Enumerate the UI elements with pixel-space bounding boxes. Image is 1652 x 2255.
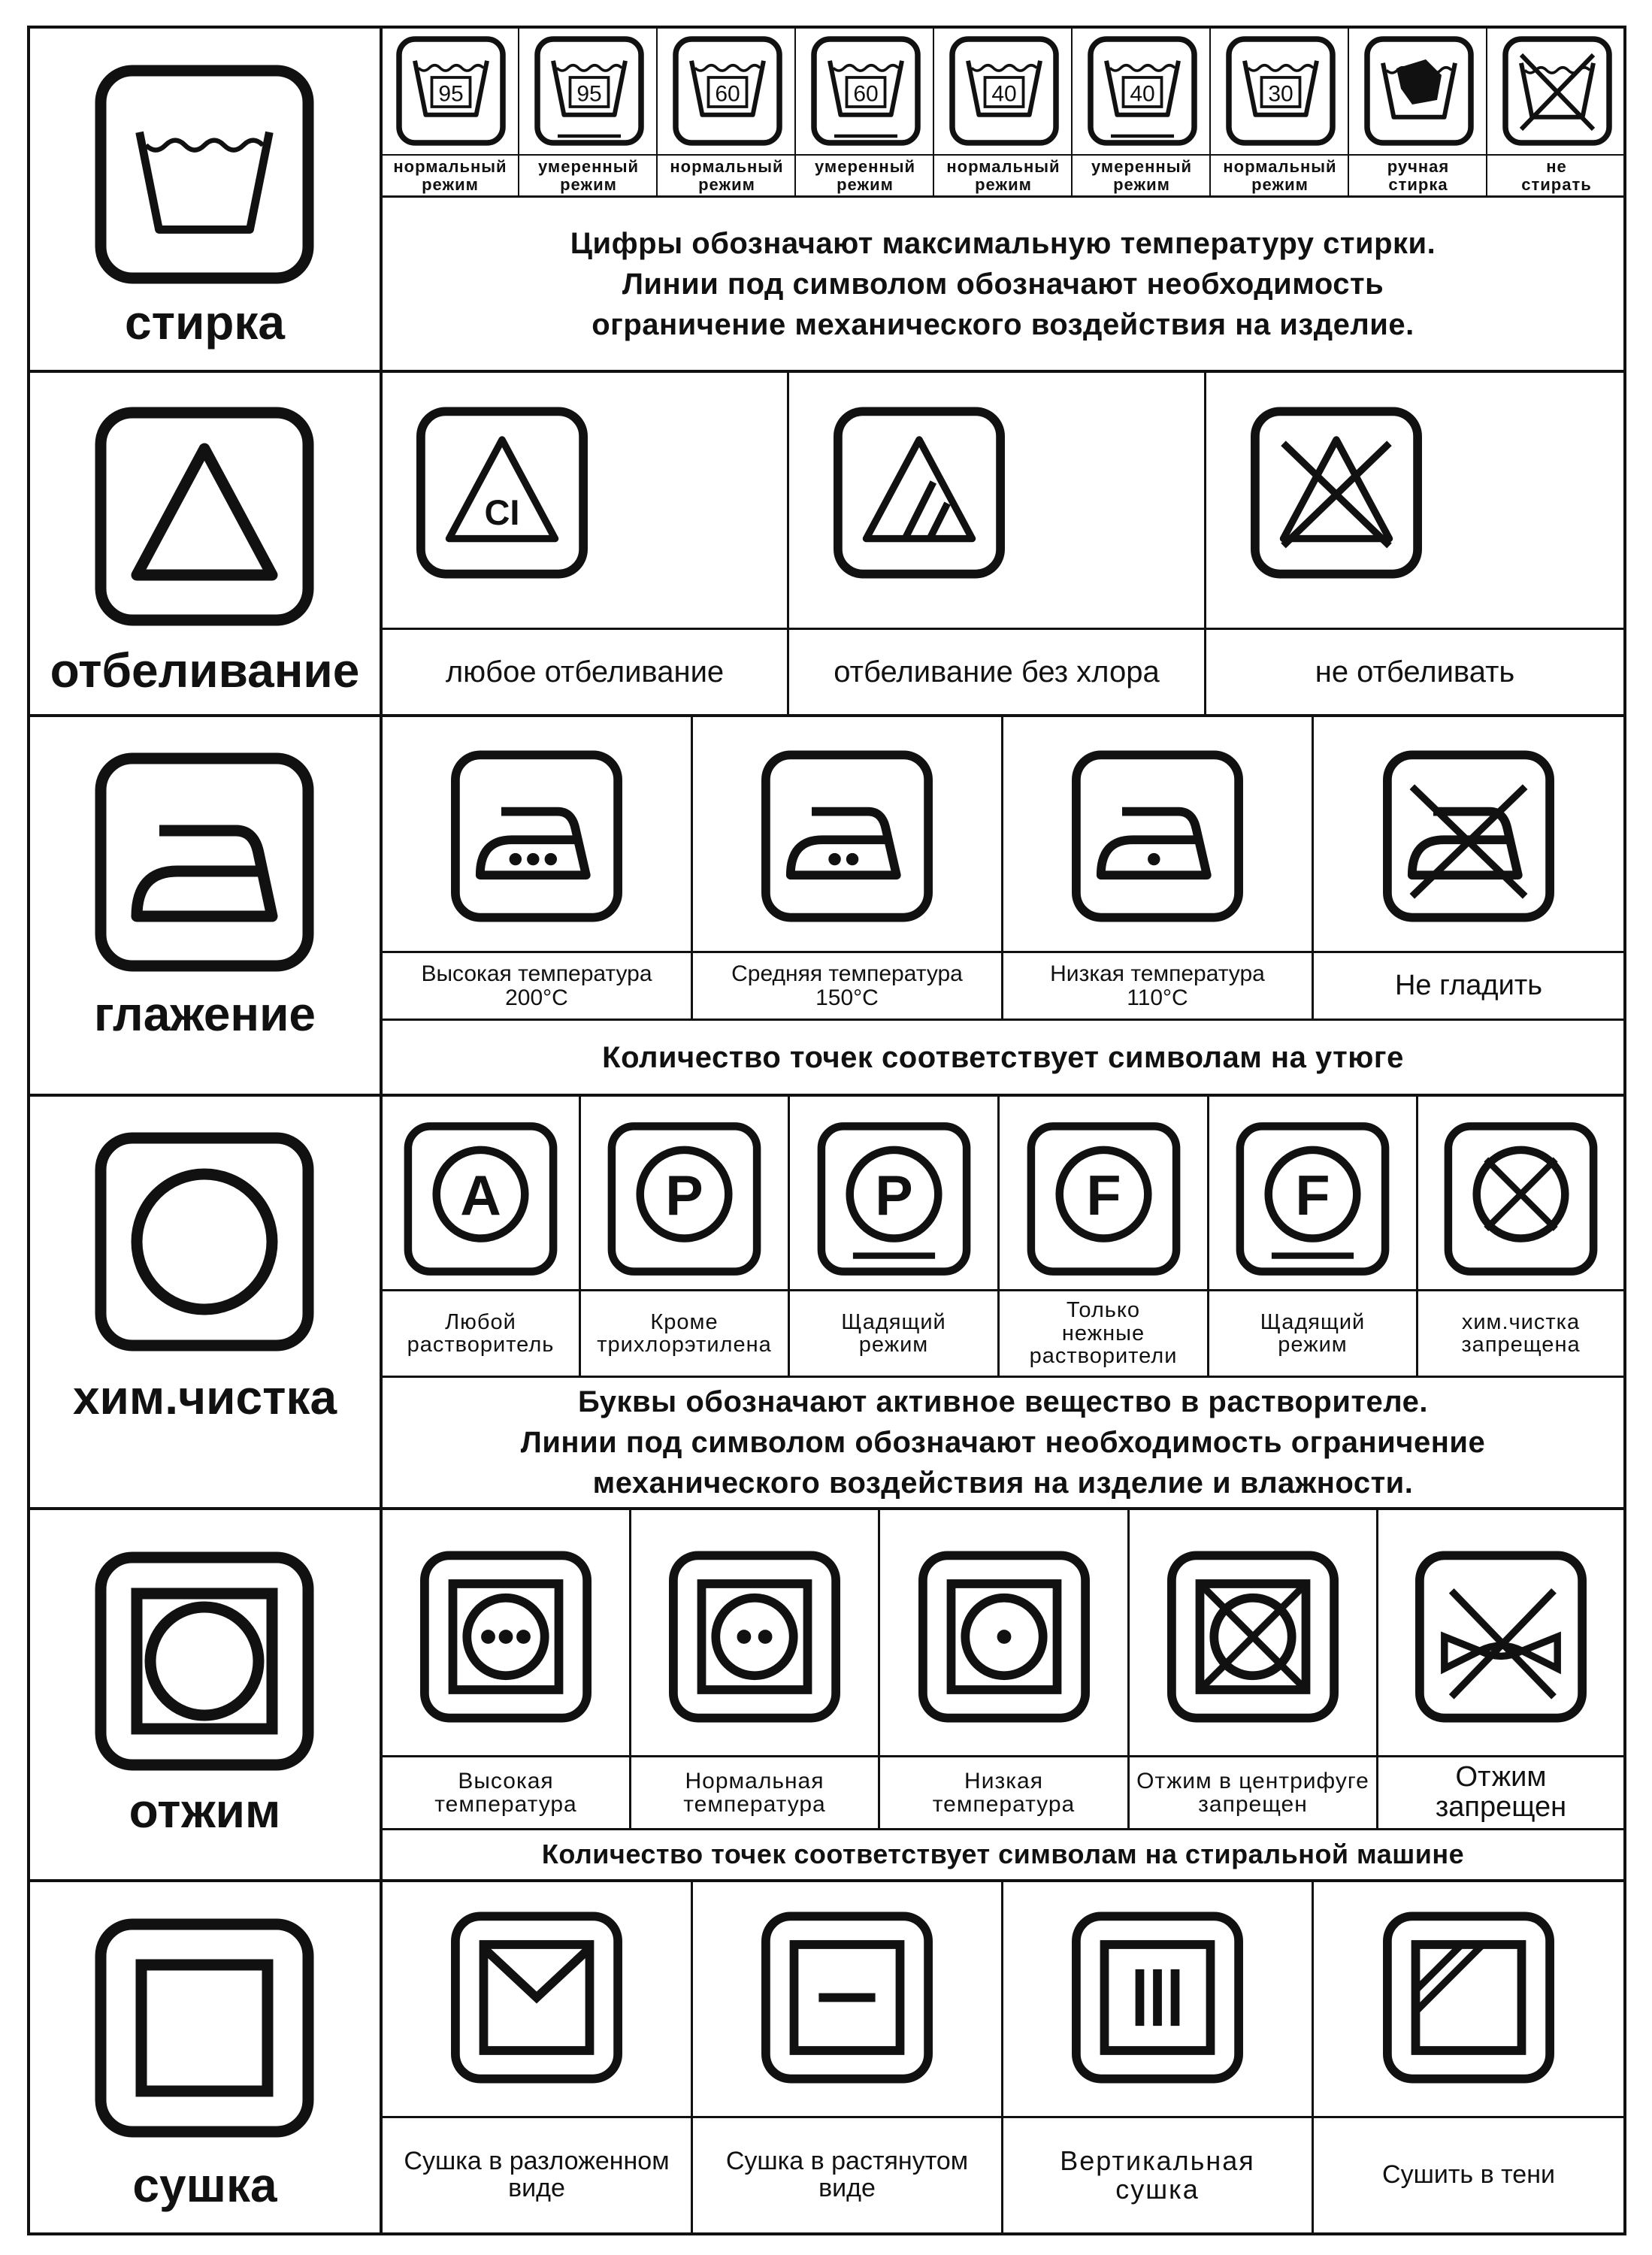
bleach-non-chlorine-icon — [829, 404, 1009, 581]
dryclean-label-0: Любой растворитель — [407, 1309, 555, 1357]
dryclean-label-5: хим.чистка запрещена — [1461, 1309, 1581, 1357]
do-not-bleach-icon — [1246, 404, 1427, 581]
do-not-iron-icon — [1378, 748, 1559, 925]
dryclean-label-1: Кроме трихлорэтилена — [597, 1309, 772, 1357]
hand-wash-icon — [1363, 35, 1475, 147]
wash-label-1: умеренный режим — [537, 157, 640, 194]
do-not-wash-icon — [1501, 35, 1614, 147]
wash-95-gentle-icon — [533, 35, 646, 147]
tumble-dry-icon — [88, 1548, 321, 1774]
tumble-normal-icon — [664, 1548, 845, 1725]
category-label-washing: стирка — [125, 295, 285, 350]
dry-label-1: Сушка в растянутом виде — [725, 2147, 969, 2202]
iron-label-3: Не гладить — [1394, 969, 1543, 1001]
washtub-icon — [88, 62, 321, 287]
bleach-label-any: любое отбеливание — [445, 655, 725, 689]
dry-flat-icon — [446, 1909, 627, 2086]
dryclean-a-icon — [400, 1120, 561, 1278]
iron-low-icon — [1067, 748, 1248, 925]
dryclean-f-gentle-icon — [1232, 1120, 1393, 1278]
wash-temp-text: 95 — [576, 81, 602, 107]
wash-temp-text: 30 — [1268, 81, 1293, 107]
wash-label-4: нормальный режим — [946, 157, 1060, 194]
spin-label-3: Отжим в центрифуге запрещен — [1136, 1768, 1369, 1817]
wash-60-gentle-icon — [809, 35, 922, 147]
circle-icon — [88, 1129, 321, 1355]
iron-label-1: Средняя температура 150°C — [731, 961, 963, 1010]
dryclean-p-gentle-icon — [813, 1120, 975, 1278]
dry-label-2: Вертикальная сушка — [1060, 2145, 1255, 2205]
do-not-tumble-icon — [1163, 1548, 1343, 1725]
wash-temp-text: 95 — [438, 81, 464, 107]
spin-label-1: Нормальная температура — [683, 1768, 826, 1817]
dryclean-letter-text: F — [1295, 1164, 1330, 1227]
bleach-label-none: не отбеливать — [1315, 655, 1515, 689]
dryclean-label-3: Только нежные растворители — [1029, 1298, 1178, 1369]
ironing-note: Количество точек соответствует символам на утюге — [602, 1040, 1404, 1074]
iron-medium-icon — [757, 748, 937, 925]
wash-40-icon — [948, 35, 1060, 147]
category-label-spinning: отжим — [129, 1784, 281, 1839]
category-label-drying: сушка — [132, 2157, 277, 2212]
wash-label-7: ручная стирка — [1387, 157, 1450, 194]
do-not-dryclean-icon — [1440, 1120, 1602, 1278]
bleach-label-non-chlorine: отбеливание без хлора — [834, 655, 1160, 689]
dryclean-letter-text: P — [874, 1164, 913, 1227]
triangle-icon — [88, 404, 321, 629]
spin-label-4: Отжим запрещен — [1435, 1761, 1567, 1823]
spin-label-2: Низкая температура — [932, 1768, 1076, 1817]
iron-high-icon — [446, 748, 627, 925]
dryclean-letter-text: P — [665, 1164, 703, 1227]
wash-label-3: умеренный режим — [814, 157, 916, 194]
do-not-wring-icon — [1411, 1548, 1591, 1725]
wash-30-icon — [1224, 35, 1337, 147]
wash-temp-text: 40 — [1130, 81, 1155, 107]
wash-60-icon — [671, 35, 784, 147]
iron-label-0: Высокая температура 200°C — [421, 961, 652, 1010]
iron-label-2: Низкая температура 110°C — [1050, 961, 1265, 1010]
dryclean-label-2: Щадящий режим — [841, 1309, 946, 1357]
spinning-note: Количество точек соответствует символам на стиральной машине — [541, 1839, 1465, 1870]
wash-label-8: не стирать — [1521, 157, 1592, 194]
spin-label-0: Высокая температура — [434, 1768, 577, 1817]
bleach-cl-icon — [412, 404, 592, 581]
dry-shade-icon — [1378, 1909, 1559, 2086]
iron-icon — [88, 749, 321, 975]
dryclean-letter-text: F — [1085, 1164, 1121, 1227]
wash-temp-text: 40 — [991, 81, 1017, 107]
tumble-low-icon — [914, 1548, 1094, 1725]
wash-label-5: умеренный режим — [1091, 157, 1193, 194]
wash-40-gentle-icon — [1086, 35, 1199, 147]
square-icon — [88, 1915, 321, 2141]
category-label-ironing: глажение — [93, 987, 316, 1042]
dryclean-f-icon — [1023, 1120, 1185, 1278]
wash-temp-text: 60 — [853, 81, 879, 107]
dryclean-p-icon — [604, 1120, 765, 1278]
wash-temp-text: 60 — [715, 81, 740, 107]
category-label-bleaching: отбеливание — [50, 643, 360, 698]
tumble-high-icon — [416, 1548, 596, 1725]
wash-95-icon — [395, 35, 507, 147]
wash-label-0: нормальный режим — [393, 157, 507, 194]
dry-label-3: Сушить в тени — [1382, 2160, 1555, 2190]
drip-dry-icon — [1067, 1909, 1248, 2086]
line-dry-icon — [757, 1909, 937, 2086]
category-label-drycleaning: хим.чистка — [72, 1370, 337, 1425]
dry-label-0: Сушка в разложенном виде — [404, 2147, 670, 2202]
drycleaning-note: Буквы обозначают активное вещество в растворителе. Линии под символом обозначают необходимость ограничение механического воздействия на изделие и влажности. — [520, 1385, 1486, 1500]
washing-note: Цифры обозначают максимальную температуру стирки. Линии под символом обозначают необходимость ограничение механического воздействия на изделие. — [570, 226, 1436, 341]
wash-label-2: нормальный режим — [670, 157, 784, 194]
wash-label-6: нормальный режим — [1223, 157, 1337, 194]
bleach-cl-text: CI — [484, 492, 520, 532]
dryclean-letter-text: A — [460, 1164, 501, 1227]
dryclean-label-4: Щадящий режим — [1260, 1309, 1366, 1357]
